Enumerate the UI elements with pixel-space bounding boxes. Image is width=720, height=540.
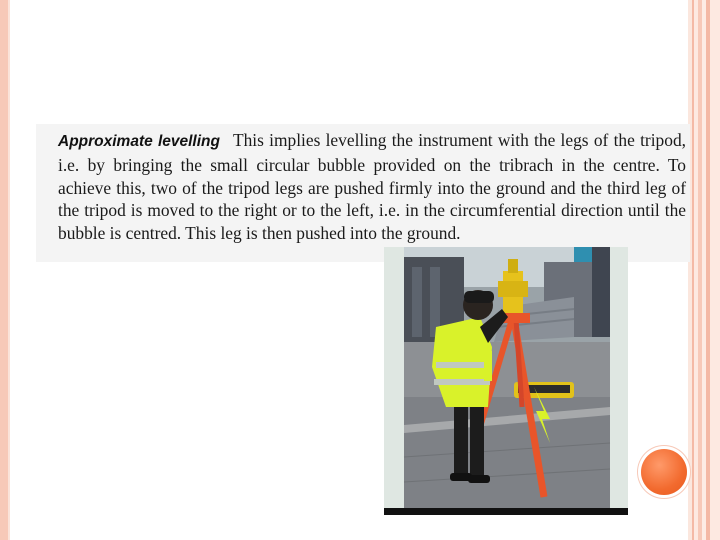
left-decorative-border-inner: [8, 0, 10, 540]
text-excerpt-box: [36, 124, 690, 262]
left-decorative-border: [0, 0, 8, 540]
photo-bottom-edge: [384, 508, 628, 515]
orange-accent-circle: [641, 449, 687, 495]
paragraph-body: This implies levelling the instrument with the legs of the tripod, i.e. by bringing the small circular bubble provided on the tribrach in the centre. To achieve this, two of the tripod legs are pushed firmly into the ground and the third leg of the tripod is moved to the right or to the left, i.e. in the circumferential direction until the bubble is centred. This leg is then pushed into the ground.: [58, 130, 686, 244]
paragraph: [58, 129, 686, 245]
section-heading: Approximate levelling: [58, 133, 220, 150]
surveyor-photo: [384, 247, 628, 515]
right-decorative-stripes: [688, 0, 720, 540]
surveyor-levelling-tripod-photo: [384, 247, 628, 515]
